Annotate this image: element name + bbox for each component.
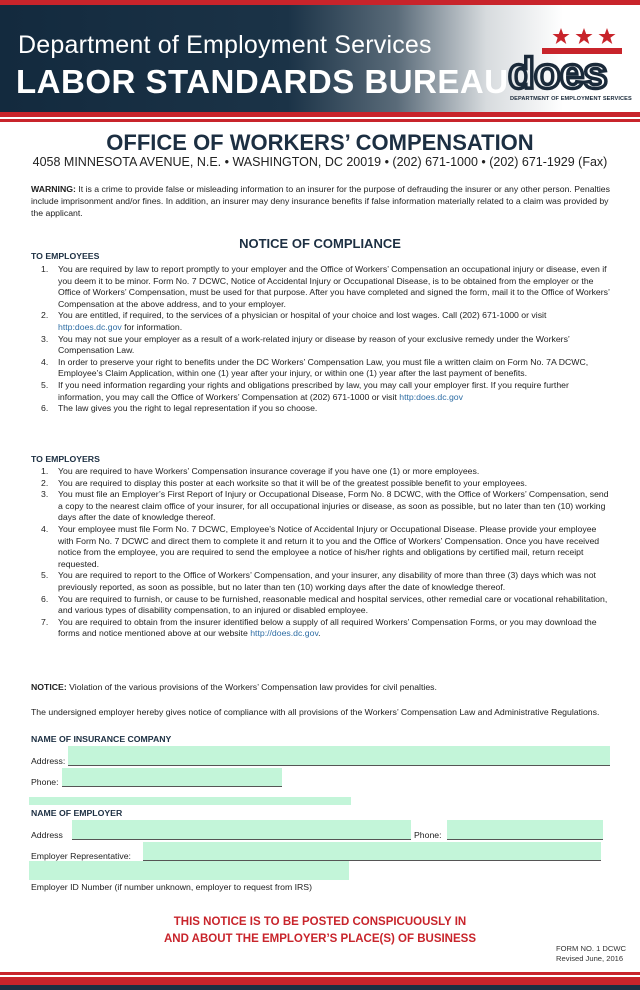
does-logo xyxy=(506,24,628,106)
employer-id-label: Employer ID Number (if number unknown, employer to request from IRS) xyxy=(31,882,312,892)
employer-heading: NAME OF EMPLOYER xyxy=(31,808,123,818)
item-text: You are required to have Workers’ Compensation insurance coverage if you have one (1) or more employees. xyxy=(58,466,480,476)
notice-of-compliance-title: NOTICE OF COMPLIANCE xyxy=(239,236,401,251)
item-number: 1. xyxy=(41,264,49,274)
insurance-phone-label: Phone: xyxy=(31,777,59,787)
item-number: 2. xyxy=(41,477,49,488)
employer-representative-field[interactable] xyxy=(143,842,601,861)
insurance-address-field[interactable] xyxy=(68,746,610,766)
star-icon xyxy=(576,28,593,44)
item-text: You are required to obtain from the insurer identified below a supply of all required Workers’ Compensation Forms, or you may download the forms and notice mentioned above at our website xyxy=(58,616,597,639)
office-title: OFFICE OF WORKERS’ COMPENSATION xyxy=(106,130,534,155)
item-number: 4. xyxy=(41,523,49,534)
list-item xyxy=(31,524,611,570)
posting-notice-line1: THIS NOTICE IS TO BE POSTED CONSPICUOUSLY IN xyxy=(173,916,467,928)
list-item xyxy=(31,357,611,380)
employer-address-label: Address xyxy=(31,830,63,840)
item-number: 3. xyxy=(41,333,49,344)
logo-text: does xyxy=(508,49,607,98)
star-icon xyxy=(599,28,616,44)
item-text: In order to preserve your right to benefits under the DC Workers’ Compensation Law, you must file a written claim on Form No. 7A DCWC, Employee’s Claim Application, within one (1) year after your injury, or within one (1) year after the last payment of benefits. xyxy=(58,356,589,379)
item-text: You are required to report to the Office of Workers’ Compensation, and your insurer, any disability of more than three (3) days which was not previously reported, as soon as possible, but no later than ten (10) working days after the date of knowledge thereof. xyxy=(58,570,596,592)
bureau-name: LABOR STANDARDS BUREAU xyxy=(16,63,509,100)
list-item xyxy=(31,570,611,593)
item-number: 7. xyxy=(41,616,49,627)
item-number: 4. xyxy=(41,356,49,367)
employer-address-field[interactable] xyxy=(72,820,411,840)
employers-list xyxy=(31,466,611,640)
insurance-address-label: Address: xyxy=(31,756,66,766)
header-red-line xyxy=(0,119,640,122)
form-number: FORM NO. 1 DCWC xyxy=(556,944,627,953)
item-text-after: for information. xyxy=(121,321,183,332)
undersigned-paragraph: The undersigned employer hereby gives notice of compliance with all provisions of the Workers’ Compensation Law and Administrative Regulations. xyxy=(31,707,600,717)
item-text: The law gives you the right to legal representation if you so choose. xyxy=(58,403,318,414)
employees-list xyxy=(31,264,611,415)
item-number: 1. xyxy=(41,466,49,476)
star-icons xyxy=(553,28,616,44)
item-text: You are required to display this poster at each worksite so that it will be of the greatest possible benefit to your employees. xyxy=(58,477,528,488)
item-text: If you need information regarding your rights and obligations prescribed by law, you may call your employer first. If you require further information, you may call the Office of Workers’ Compensation at (202) 671-1000 or visit xyxy=(58,379,569,402)
item-text: Your employee must file Form No. 7 DCWC, Employee’s Notice of Accidental Injury or Occupational Disease. Please provide your employee with Form No. 7 DCWC and direct them to complete it and return it to you and the Office of Workers’ Compensation. Once you have received notice from the employee, you are required to send the employee a notice of his/her rights and obligations by certified mail, return receipt requested. xyxy=(58,523,600,569)
logo-caption: DEPARTMENT OF EMPLOYMENT SERVICES xyxy=(510,96,632,102)
footer-red-line xyxy=(0,972,640,975)
insurance-heading: NAME OF INSURANCE COMPANY xyxy=(31,734,172,744)
employer-name-field[interactable] xyxy=(29,797,351,805)
item-text: You may not sue your employer as a result of a work-related injury or disease by reason of your exclusive remedy under the Workers’ Compensation Law. xyxy=(58,333,570,356)
does-link[interactable]: http:does.dc.gov xyxy=(399,391,463,402)
item-number: 3. xyxy=(41,489,49,500)
form-number-block xyxy=(556,944,626,964)
footer-red-bar xyxy=(0,977,640,985)
notice-label: NOTICE: xyxy=(31,682,67,692)
item-text: You are required to furnish, or cause to be furnished, reasonable medical and hospital services, other remedial care or vocational rehabilitation, and various types of disability compensation, to an injured or disabled employee. xyxy=(58,593,608,616)
list-item xyxy=(31,478,611,490)
form-revised-date: Revised June, 2016 xyxy=(556,954,624,963)
posting-notice-line2: AND ABOUT THE EMPLOYER’S PLACE(S) OF BUSINESS xyxy=(163,933,476,945)
list-item xyxy=(31,264,611,310)
item-number: 6. xyxy=(41,403,49,414)
employer-phone-field[interactable] xyxy=(447,820,603,840)
list-item xyxy=(31,380,611,403)
list-item xyxy=(31,466,611,478)
item-text: You are entitled, if required, to the services of a physician or hospital of your choice and lost wages. Call (202) 671-1000 or visit xyxy=(58,310,547,321)
warning-paragraph xyxy=(31,183,611,219)
office-address: 4058 MINNESOTA AVENUE, N.E. • WASHINGTON, DC 20019 • (202) 671-1000 • (202) 671-1929 (Fax) xyxy=(32,155,608,169)
employees-heading: TO EMPLOYEES xyxy=(31,251,100,261)
item-text: You are required by law to report promptly to your employer and the Office of Workers’ Compensation an occupational injury or disease, even if you deem it to be minor. Form No. 7 DCWC, Notice of Accidental Injury or Occupational Disease, is to be obtained from the employer or the Office of Workers’ Compensation, must be used for that purpose. After you have completed and signed the form, mail it to the Office of Workers’ Compensation at the above address, and to your employer. xyxy=(58,264,610,309)
list-item xyxy=(31,403,611,415)
does-link[interactable]: http://does.dc.gov xyxy=(250,628,319,639)
item-number: 5. xyxy=(41,379,49,390)
item-number: 5. xyxy=(41,570,49,581)
department-name: Department of Employment Services xyxy=(18,31,432,59)
employer-representative-label: Employer Representative: xyxy=(31,851,131,861)
list-item xyxy=(31,617,611,640)
warning-text: It is a crime to provide false or misleading information to an insurer for the purpose of defrauding the insurer or any other person. Penalties include imprisonment and/or fines. In addition, an insurer may deny insurance benefits if false information materially related to a claim was provided by the applicant. xyxy=(31,184,610,218)
list-item xyxy=(31,594,611,617)
item-text: You must file an Employer’s First Report of Injury or Occupational Disease, Form No. 8 DCWC, with the Office of Workers’ Compensation, send a copy to the nearest claim office of your insurer, for all occupational injuries or disease, as soon as possible, but no later than ten (10) working days after the date of knowledge thereof. xyxy=(58,489,609,523)
employer-phone-label: Phone: xyxy=(414,830,442,840)
notice-paragraph xyxy=(31,681,611,693)
star-icon xyxy=(553,28,570,44)
employer-id-field[interactable] xyxy=(29,861,349,880)
employers-heading: TO EMPLOYERS xyxy=(31,454,100,464)
list-item xyxy=(31,334,611,357)
notice-text: Violation of the various provisions of the Workers’ Compensation law provides for civil penalties. xyxy=(66,682,437,692)
insurance-phone-field[interactable] xyxy=(62,768,282,787)
item-number: 2. xyxy=(41,310,49,321)
footer-navy-line xyxy=(0,985,640,990)
list-item xyxy=(31,310,611,333)
posting-notice xyxy=(0,914,640,948)
does-link[interactable]: http:does.dc.gov xyxy=(58,321,122,332)
list-item xyxy=(31,489,611,524)
item-text-after: . xyxy=(318,628,321,639)
item-number: 6. xyxy=(41,593,49,604)
warning-label: WARNING: xyxy=(31,184,76,194)
